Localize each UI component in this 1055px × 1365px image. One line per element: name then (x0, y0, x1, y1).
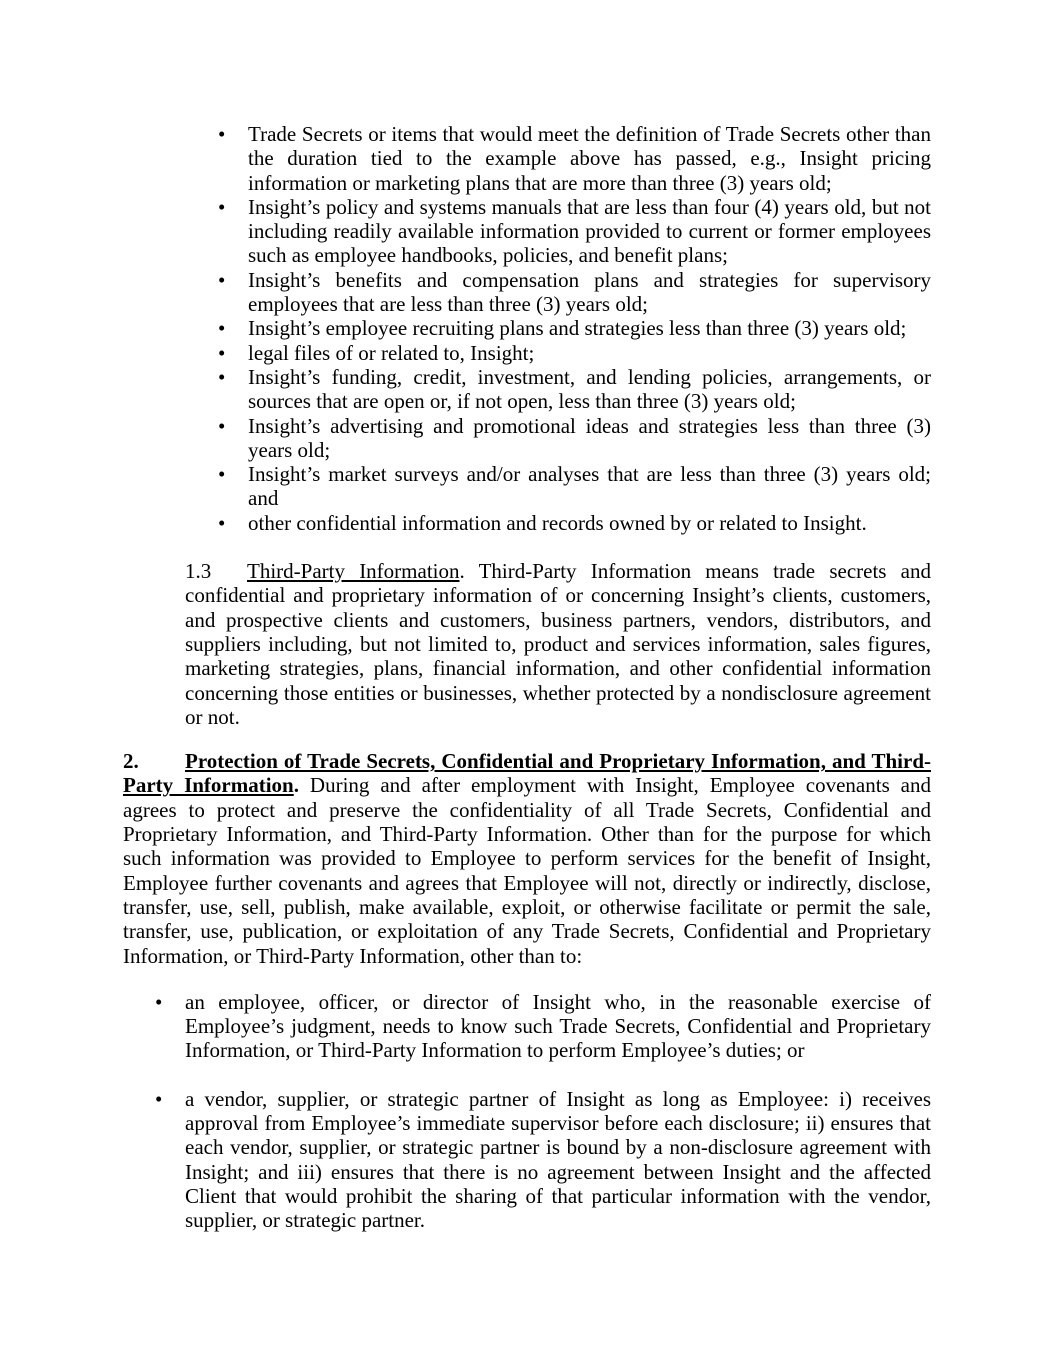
list-item (218, 414, 931, 463)
list-item (218, 365, 931, 414)
section-2-paragraph (123, 749, 931, 968)
disclosure-recipients-bullet-list (155, 990, 931, 1233)
section-1-3-body: . Third-Party Information means trade secrets and confidential and proprietary information of or concerning Insight’s clients, customers, and prospective clients and customers, business partners, vendors, distributors, and suppliers including, but not limited to, product and services information, sales figures, marketing strategies, plans, financial information, and other confidential information concerning those entities or businesses, whether protected by a nondisclosure agreement or not. (185, 559, 931, 729)
section-1-3-paragraph (185, 559, 931, 729)
list-item (155, 990, 931, 1063)
list-item-text: Insight’s benefits and compensation plans and strategies for supervisory employees that are less than three (3) years old; (248, 267, 931, 317)
list-item (218, 511, 931, 535)
list-item (218, 316, 931, 340)
list-item-text: legal files of or related to, Insight; (248, 340, 535, 365)
list-item (155, 1087, 931, 1233)
bullet-icon: • (218, 510, 226, 535)
list-item-text: a vendor, supplier, or strategic partner of Insight as long as Employee: i) receives approval from Employee’s immediate supervisor before each disclosure; ii) ensures that each vendor, supplier, or strategic partner is bound by a non-disclosure agreement with Insight; and iii) ensures that there is no agreement between Insight and the affected Client that would prohibit the sharing of that particular information with the vendor, supplier, or strategic partner. (185, 1086, 931, 1233)
section-1-3-number: 1.3 (185, 559, 212, 584)
bullet-icon: • (218, 267, 226, 292)
list-item (218, 268, 931, 317)
list-item-text: Insight’s market surveys and/or analyses that are less than three (3) years old; and (248, 462, 931, 511)
bullet-icon: • (218, 364, 226, 389)
bullet-icon: • (218, 413, 226, 438)
list-item (218, 341, 931, 365)
bullet-icon: • (218, 122, 226, 146)
trade-secrets-bullet-list (218, 122, 931, 535)
list-item (218, 122, 931, 195)
list-item-text: Insight’s employee recruiting plans and strategies less than three (3) years old; (248, 316, 907, 341)
list-item (218, 462, 931, 511)
bullet-icon: • (218, 194, 226, 219)
section-1-3-heading: Third-Party Information (247, 559, 460, 584)
list-item (218, 195, 931, 268)
list-item-text: an employee, officer, or director of Insight who, in the reasonable exercise of Employee’s judgment, needs to know such Trade Secrets, Confidential and Proprietary Information, or Third-Party Information to perform Employee’s duties; or (185, 989, 931, 1063)
bullet-icon: • (155, 989, 163, 1014)
bullet-icon: • (155, 1086, 163, 1111)
list-item-text: Insight’s advertising and promotional ideas and strategies less than three (3) years old; (248, 413, 931, 462)
section-2-heading: Protection of Trade Secrets, Confidential and Proprietary Information, and Third-Party Information (123, 749, 931, 798)
list-item-text: Insight’s funding, credit, investment, and lending policies, arrangements, or sources that are open or, if not open, less than three (3) years old; (248, 364, 931, 414)
section-2-number: 2. (123, 749, 139, 774)
bullet-icon: • (218, 340, 226, 365)
bullet-icon: • (218, 462, 226, 487)
bullet-icon: • (218, 316, 226, 341)
section-2-heading-period: . (293, 773, 299, 798)
section-2-body: During and after employment with Insight, Employee covenants and agrees to protect and preserve the confidentiality of all Trade Secrets, Confidential and Proprietary Information, and Third-Party Information. Other than for the purpose for which such information was provided to Employee to perform services for the benefit of Insight, Employee further covenants and agrees that Employee will not, directly or indirectly, disclose, transfer, use, sell, publish, make available, exploit, or otherwise facilitate or permit the sale, transfer, use, publication, or exploitation of any Trade Secrets, Confidential and Proprietary Information, or Third-Party Information, other than to: (123, 773, 931, 968)
list-item-text: other confidential information and records owned by or related to Insight. (248, 510, 867, 535)
list-item-text: Trade Secrets or items that would meet the definition of Trade Secrets other than the duration tied to the example above has passed, e.g., Insight pricing information or marketing plans that are more than three (3) years old; (248, 122, 931, 195)
list-item-text: Insight’s policy and systems manuals that are less than four (4) years old, but not including readily available information provided to current or former employees such as employee handbooks, policies, and benefit plans; (248, 194, 931, 268)
